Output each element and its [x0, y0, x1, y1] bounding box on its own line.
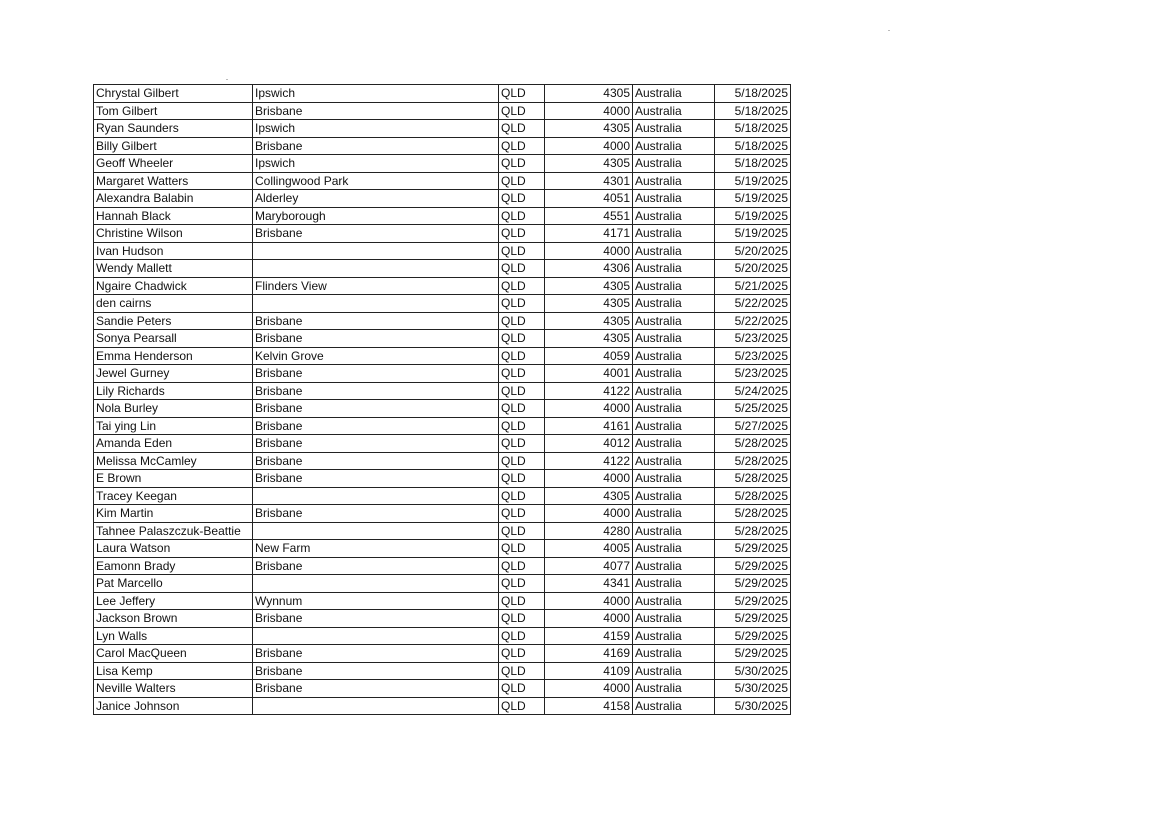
country-cell: Australia: [633, 627, 715, 645]
state-cell: QLD: [499, 400, 545, 418]
postcode-cell: 4000: [545, 505, 633, 523]
date-cell: 5/21/2025: [715, 277, 791, 295]
suburb-cell: [253, 575, 499, 593]
table-row: [94, 190, 791, 208]
suburb-cell: Brisbane: [253, 680, 499, 698]
date-cell: 5/18/2025: [715, 137, 791, 155]
suburb-cell: Ipswich: [253, 120, 499, 138]
name-cell: Ryan Saunders: [94, 120, 253, 138]
country-cell: Australia: [633, 330, 715, 348]
suburb-cell: Collingwood Park: [253, 172, 499, 190]
table-row: [94, 260, 791, 278]
state-cell: QLD: [499, 557, 545, 575]
state-cell: QLD: [499, 662, 545, 680]
name-cell: Neville Walters: [94, 680, 253, 698]
country-cell: Australia: [633, 190, 715, 208]
postcode-cell: 4000: [545, 400, 633, 418]
date-cell: 5/29/2025: [715, 575, 791, 593]
postcode-cell: 4000: [545, 137, 633, 155]
country-cell: Australia: [633, 417, 715, 435]
date-cell: 5/19/2025: [715, 225, 791, 243]
date-cell: 5/29/2025: [715, 645, 791, 663]
country-cell: Australia: [633, 295, 715, 313]
suburb-cell: [253, 295, 499, 313]
name-cell: den cairns: [94, 295, 253, 313]
country-cell: Australia: [633, 260, 715, 278]
suburb-cell: Wynnum: [253, 592, 499, 610]
state-cell: QLD: [499, 627, 545, 645]
postcode-cell: 4012: [545, 435, 633, 453]
name-cell: Sandie Peters: [94, 312, 253, 330]
table-row: [94, 277, 791, 295]
country-cell: Australia: [633, 435, 715, 453]
postcode-cell: 4158: [545, 697, 633, 715]
table-row: [94, 347, 791, 365]
suburb-cell: Maryborough: [253, 207, 499, 225]
table-row: [94, 487, 791, 505]
suburb-cell: Brisbane: [253, 365, 499, 383]
postcode-cell: 4005: [545, 540, 633, 558]
state-cell: QLD: [499, 452, 545, 470]
state-cell: QLD: [499, 312, 545, 330]
date-cell: 5/22/2025: [715, 312, 791, 330]
date-cell: 5/19/2025: [715, 207, 791, 225]
table-row: [94, 312, 791, 330]
date-cell: 5/29/2025: [715, 610, 791, 628]
state-cell: QLD: [499, 487, 545, 505]
suburb-cell: Flinders View: [253, 277, 499, 295]
date-cell: 5/30/2025: [715, 697, 791, 715]
table-row: [94, 365, 791, 383]
date-cell: 5/29/2025: [715, 557, 791, 575]
date-cell: 5/27/2025: [715, 417, 791, 435]
table-row: [94, 225, 791, 243]
suburb-cell: Brisbane: [253, 330, 499, 348]
date-cell: 5/30/2025: [715, 662, 791, 680]
date-cell: 5/28/2025: [715, 452, 791, 470]
date-cell: 5/28/2025: [715, 522, 791, 540]
suburb-cell: [253, 487, 499, 505]
date-cell: 5/25/2025: [715, 400, 791, 418]
table-row: [94, 592, 791, 610]
suburb-cell: Brisbane: [253, 505, 499, 523]
country-cell: Australia: [633, 540, 715, 558]
suburb-cell: Ipswich: [253, 85, 499, 103]
name-cell: Tom Gilbert: [94, 102, 253, 120]
table-row: [94, 680, 791, 698]
name-cell: Emma Henderson: [94, 347, 253, 365]
postcode-cell: 4000: [545, 102, 633, 120]
table-row: [94, 172, 791, 190]
postcode-cell: 4341: [545, 575, 633, 593]
state-cell: QLD: [499, 277, 545, 295]
state-cell: QLD: [499, 522, 545, 540]
date-cell: 5/23/2025: [715, 330, 791, 348]
postcode-cell: 4000: [545, 592, 633, 610]
postcode-cell: 4301: [545, 172, 633, 190]
table-row: [94, 610, 791, 628]
postcode-cell: 4159: [545, 627, 633, 645]
table-row: [94, 207, 791, 225]
postcode-cell: 4551: [545, 207, 633, 225]
scan-speck: [226, 79, 228, 80]
name-cell: Jackson Brown: [94, 610, 253, 628]
name-cell: Ngaire Chadwick: [94, 277, 253, 295]
name-cell: Christine Wilson: [94, 225, 253, 243]
table-row: [94, 662, 791, 680]
state-cell: QLD: [499, 102, 545, 120]
date-cell: 5/18/2025: [715, 155, 791, 173]
date-cell: 5/28/2025: [715, 470, 791, 488]
table-row: [94, 417, 791, 435]
country-cell: Australia: [633, 452, 715, 470]
name-cell: Janice Johnson: [94, 697, 253, 715]
country-cell: Australia: [633, 120, 715, 138]
name-cell: Chrystal Gilbert: [94, 85, 253, 103]
name-cell: Sonya Pearsall: [94, 330, 253, 348]
postcode-cell: 4305: [545, 295, 633, 313]
name-cell: Lily Richards: [94, 382, 253, 400]
country-cell: Australia: [633, 85, 715, 103]
name-cell: Melissa McCamley: [94, 452, 253, 470]
country-cell: Australia: [633, 680, 715, 698]
country-cell: Australia: [633, 172, 715, 190]
suburb-cell: Brisbane: [253, 312, 499, 330]
country-cell: Australia: [633, 382, 715, 400]
postcode-cell: 4000: [545, 242, 633, 260]
name-cell: Alexandra Balabin: [94, 190, 253, 208]
country-cell: Australia: [633, 575, 715, 593]
table-row: [94, 400, 791, 418]
state-cell: QLD: [499, 225, 545, 243]
postcode-cell: 4305: [545, 155, 633, 173]
date-cell: 5/29/2025: [715, 592, 791, 610]
table-row: [94, 470, 791, 488]
country-cell: Australia: [633, 137, 715, 155]
country-cell: Australia: [633, 312, 715, 330]
date-cell: 5/23/2025: [715, 365, 791, 383]
country-cell: Australia: [633, 207, 715, 225]
table-row: [94, 575, 791, 593]
state-cell: QLD: [499, 470, 545, 488]
suburb-cell: Brisbane: [253, 382, 499, 400]
suburb-cell: Brisbane: [253, 470, 499, 488]
table-row: [94, 452, 791, 470]
suburb-cell: Brisbane: [253, 435, 499, 453]
postcode-cell: 4305: [545, 277, 633, 295]
contact-table: [93, 84, 791, 715]
country-cell: Australia: [633, 225, 715, 243]
suburb-cell: [253, 260, 499, 278]
postcode-cell: 4000: [545, 470, 633, 488]
suburb-cell: Brisbane: [253, 102, 499, 120]
contact-table-body: [94, 85, 791, 715]
suburb-cell: [253, 627, 499, 645]
state-cell: QLD: [499, 190, 545, 208]
state-cell: QLD: [499, 505, 545, 523]
suburb-cell: New Farm: [253, 540, 499, 558]
table-row: [94, 540, 791, 558]
state-cell: QLD: [499, 540, 545, 558]
table-row: [94, 522, 791, 540]
name-cell: Lisa Kemp: [94, 662, 253, 680]
postcode-cell: 4169: [545, 645, 633, 663]
name-cell: Lyn Walls: [94, 627, 253, 645]
state-cell: QLD: [499, 120, 545, 138]
state-cell: QLD: [499, 242, 545, 260]
table-row: [94, 645, 791, 663]
name-cell: Geoff Wheeler: [94, 155, 253, 173]
name-cell: Ivan Hudson: [94, 242, 253, 260]
postcode-cell: 4000: [545, 610, 633, 628]
state-cell: QLD: [499, 645, 545, 663]
table-row: [94, 242, 791, 260]
state-cell: QLD: [499, 365, 545, 383]
name-cell: Margaret Watters: [94, 172, 253, 190]
state-cell: QLD: [499, 680, 545, 698]
country-cell: Australia: [633, 610, 715, 628]
suburb-cell: Brisbane: [253, 417, 499, 435]
postcode-cell: 4077: [545, 557, 633, 575]
suburb-cell: Kelvin Grove: [253, 347, 499, 365]
table-row: [94, 697, 791, 715]
postcode-cell: 4305: [545, 120, 633, 138]
name-cell: E Brown: [94, 470, 253, 488]
table-row: [94, 505, 791, 523]
state-cell: QLD: [499, 295, 545, 313]
country-cell: Australia: [633, 155, 715, 173]
country-cell: Australia: [633, 487, 715, 505]
suburb-cell: Brisbane: [253, 452, 499, 470]
suburb-cell: [253, 242, 499, 260]
country-cell: Australia: [633, 347, 715, 365]
name-cell: Tahnee Palaszczuk-Beattie: [94, 522, 253, 540]
date-cell: 5/28/2025: [715, 487, 791, 505]
date-cell: 5/28/2025: [715, 435, 791, 453]
table-row: [94, 557, 791, 575]
name-cell: Eamonn Brady: [94, 557, 253, 575]
postcode-cell: 4161: [545, 417, 633, 435]
name-cell: Billy Gilbert: [94, 137, 253, 155]
postcode-cell: 4306: [545, 260, 633, 278]
postcode-cell: 4305: [545, 312, 633, 330]
name-cell: Pat Marcello: [94, 575, 253, 593]
postcode-cell: 4305: [545, 487, 633, 505]
date-cell: 5/29/2025: [715, 540, 791, 558]
state-cell: QLD: [499, 85, 545, 103]
suburb-cell: Ipswich: [253, 155, 499, 173]
suburb-cell: Brisbane: [253, 645, 499, 663]
name-cell: Kim Martin: [94, 505, 253, 523]
date-cell: 5/29/2025: [715, 627, 791, 645]
date-cell: 5/22/2025: [715, 295, 791, 313]
state-cell: QLD: [499, 172, 545, 190]
postcode-cell: 4109: [545, 662, 633, 680]
suburb-cell: Brisbane: [253, 137, 499, 155]
state-cell: QLD: [499, 137, 545, 155]
date-cell: 5/18/2025: [715, 85, 791, 103]
name-cell: Laura Watson: [94, 540, 253, 558]
date-cell: 5/18/2025: [715, 120, 791, 138]
table-row: [94, 102, 791, 120]
country-cell: Australia: [633, 242, 715, 260]
name-cell: Amanda Eden: [94, 435, 253, 453]
table-row: [94, 155, 791, 173]
date-cell: 5/18/2025: [715, 102, 791, 120]
date-cell: 5/20/2025: [715, 260, 791, 278]
date-cell: 5/30/2025: [715, 680, 791, 698]
postcode-cell: 4305: [545, 330, 633, 348]
suburb-cell: Brisbane: [253, 557, 499, 575]
date-cell: 5/19/2025: [715, 172, 791, 190]
date-cell: 5/19/2025: [715, 190, 791, 208]
suburb-cell: Brisbane: [253, 400, 499, 418]
name-cell: Lee Jeffery: [94, 592, 253, 610]
country-cell: Australia: [633, 697, 715, 715]
name-cell: Nola Burley: [94, 400, 253, 418]
state-cell: QLD: [499, 382, 545, 400]
country-cell: Australia: [633, 277, 715, 295]
postcode-cell: 4171: [545, 225, 633, 243]
state-cell: QLD: [499, 155, 545, 173]
country-cell: Australia: [633, 522, 715, 540]
table-row: [94, 627, 791, 645]
name-cell: Tai ying Lin: [94, 417, 253, 435]
scan-speck: [888, 30, 890, 31]
table-row: [94, 382, 791, 400]
postcode-cell: 4001: [545, 365, 633, 383]
suburb-cell: [253, 522, 499, 540]
table-row: [94, 295, 791, 313]
country-cell: Australia: [633, 662, 715, 680]
postcode-cell: 4122: [545, 382, 633, 400]
state-cell: QLD: [499, 260, 545, 278]
state-cell: QLD: [499, 435, 545, 453]
table-row: [94, 435, 791, 453]
postcode-cell: 4305: [545, 85, 633, 103]
state-cell: QLD: [499, 207, 545, 225]
suburb-cell: [253, 697, 499, 715]
state-cell: QLD: [499, 347, 545, 365]
date-cell: 5/20/2025: [715, 242, 791, 260]
country-cell: Australia: [633, 645, 715, 663]
country-cell: Australia: [633, 400, 715, 418]
name-cell: Wendy Mallett: [94, 260, 253, 278]
date-cell: 5/23/2025: [715, 347, 791, 365]
country-cell: Australia: [633, 592, 715, 610]
country-cell: Australia: [633, 102, 715, 120]
postcode-cell: 4122: [545, 452, 633, 470]
state-cell: QLD: [499, 330, 545, 348]
name-cell: Jewel Gurney: [94, 365, 253, 383]
table-row: [94, 120, 791, 138]
table-row: [94, 330, 791, 348]
postcode-cell: 4280: [545, 522, 633, 540]
postcode-cell: 4051: [545, 190, 633, 208]
suburb-cell: Brisbane: [253, 662, 499, 680]
country-cell: Australia: [633, 470, 715, 488]
state-cell: QLD: [499, 575, 545, 593]
state-cell: QLD: [499, 697, 545, 715]
country-cell: Australia: [633, 557, 715, 575]
name-cell: Carol MacQueen: [94, 645, 253, 663]
country-cell: Australia: [633, 505, 715, 523]
state-cell: QLD: [499, 610, 545, 628]
suburb-cell: Alderley: [253, 190, 499, 208]
postcode-cell: 4000: [545, 680, 633, 698]
state-cell: QLD: [499, 417, 545, 435]
date-cell: 5/24/2025: [715, 382, 791, 400]
suburb-cell: Brisbane: [253, 610, 499, 628]
name-cell: Tracey Keegan: [94, 487, 253, 505]
date-cell: 5/28/2025: [715, 505, 791, 523]
postcode-cell: 4059: [545, 347, 633, 365]
table-row: [94, 137, 791, 155]
table-row: [94, 85, 791, 103]
state-cell: QLD: [499, 592, 545, 610]
suburb-cell: Brisbane: [253, 225, 499, 243]
name-cell: Hannah Black: [94, 207, 253, 225]
country-cell: Australia: [633, 365, 715, 383]
